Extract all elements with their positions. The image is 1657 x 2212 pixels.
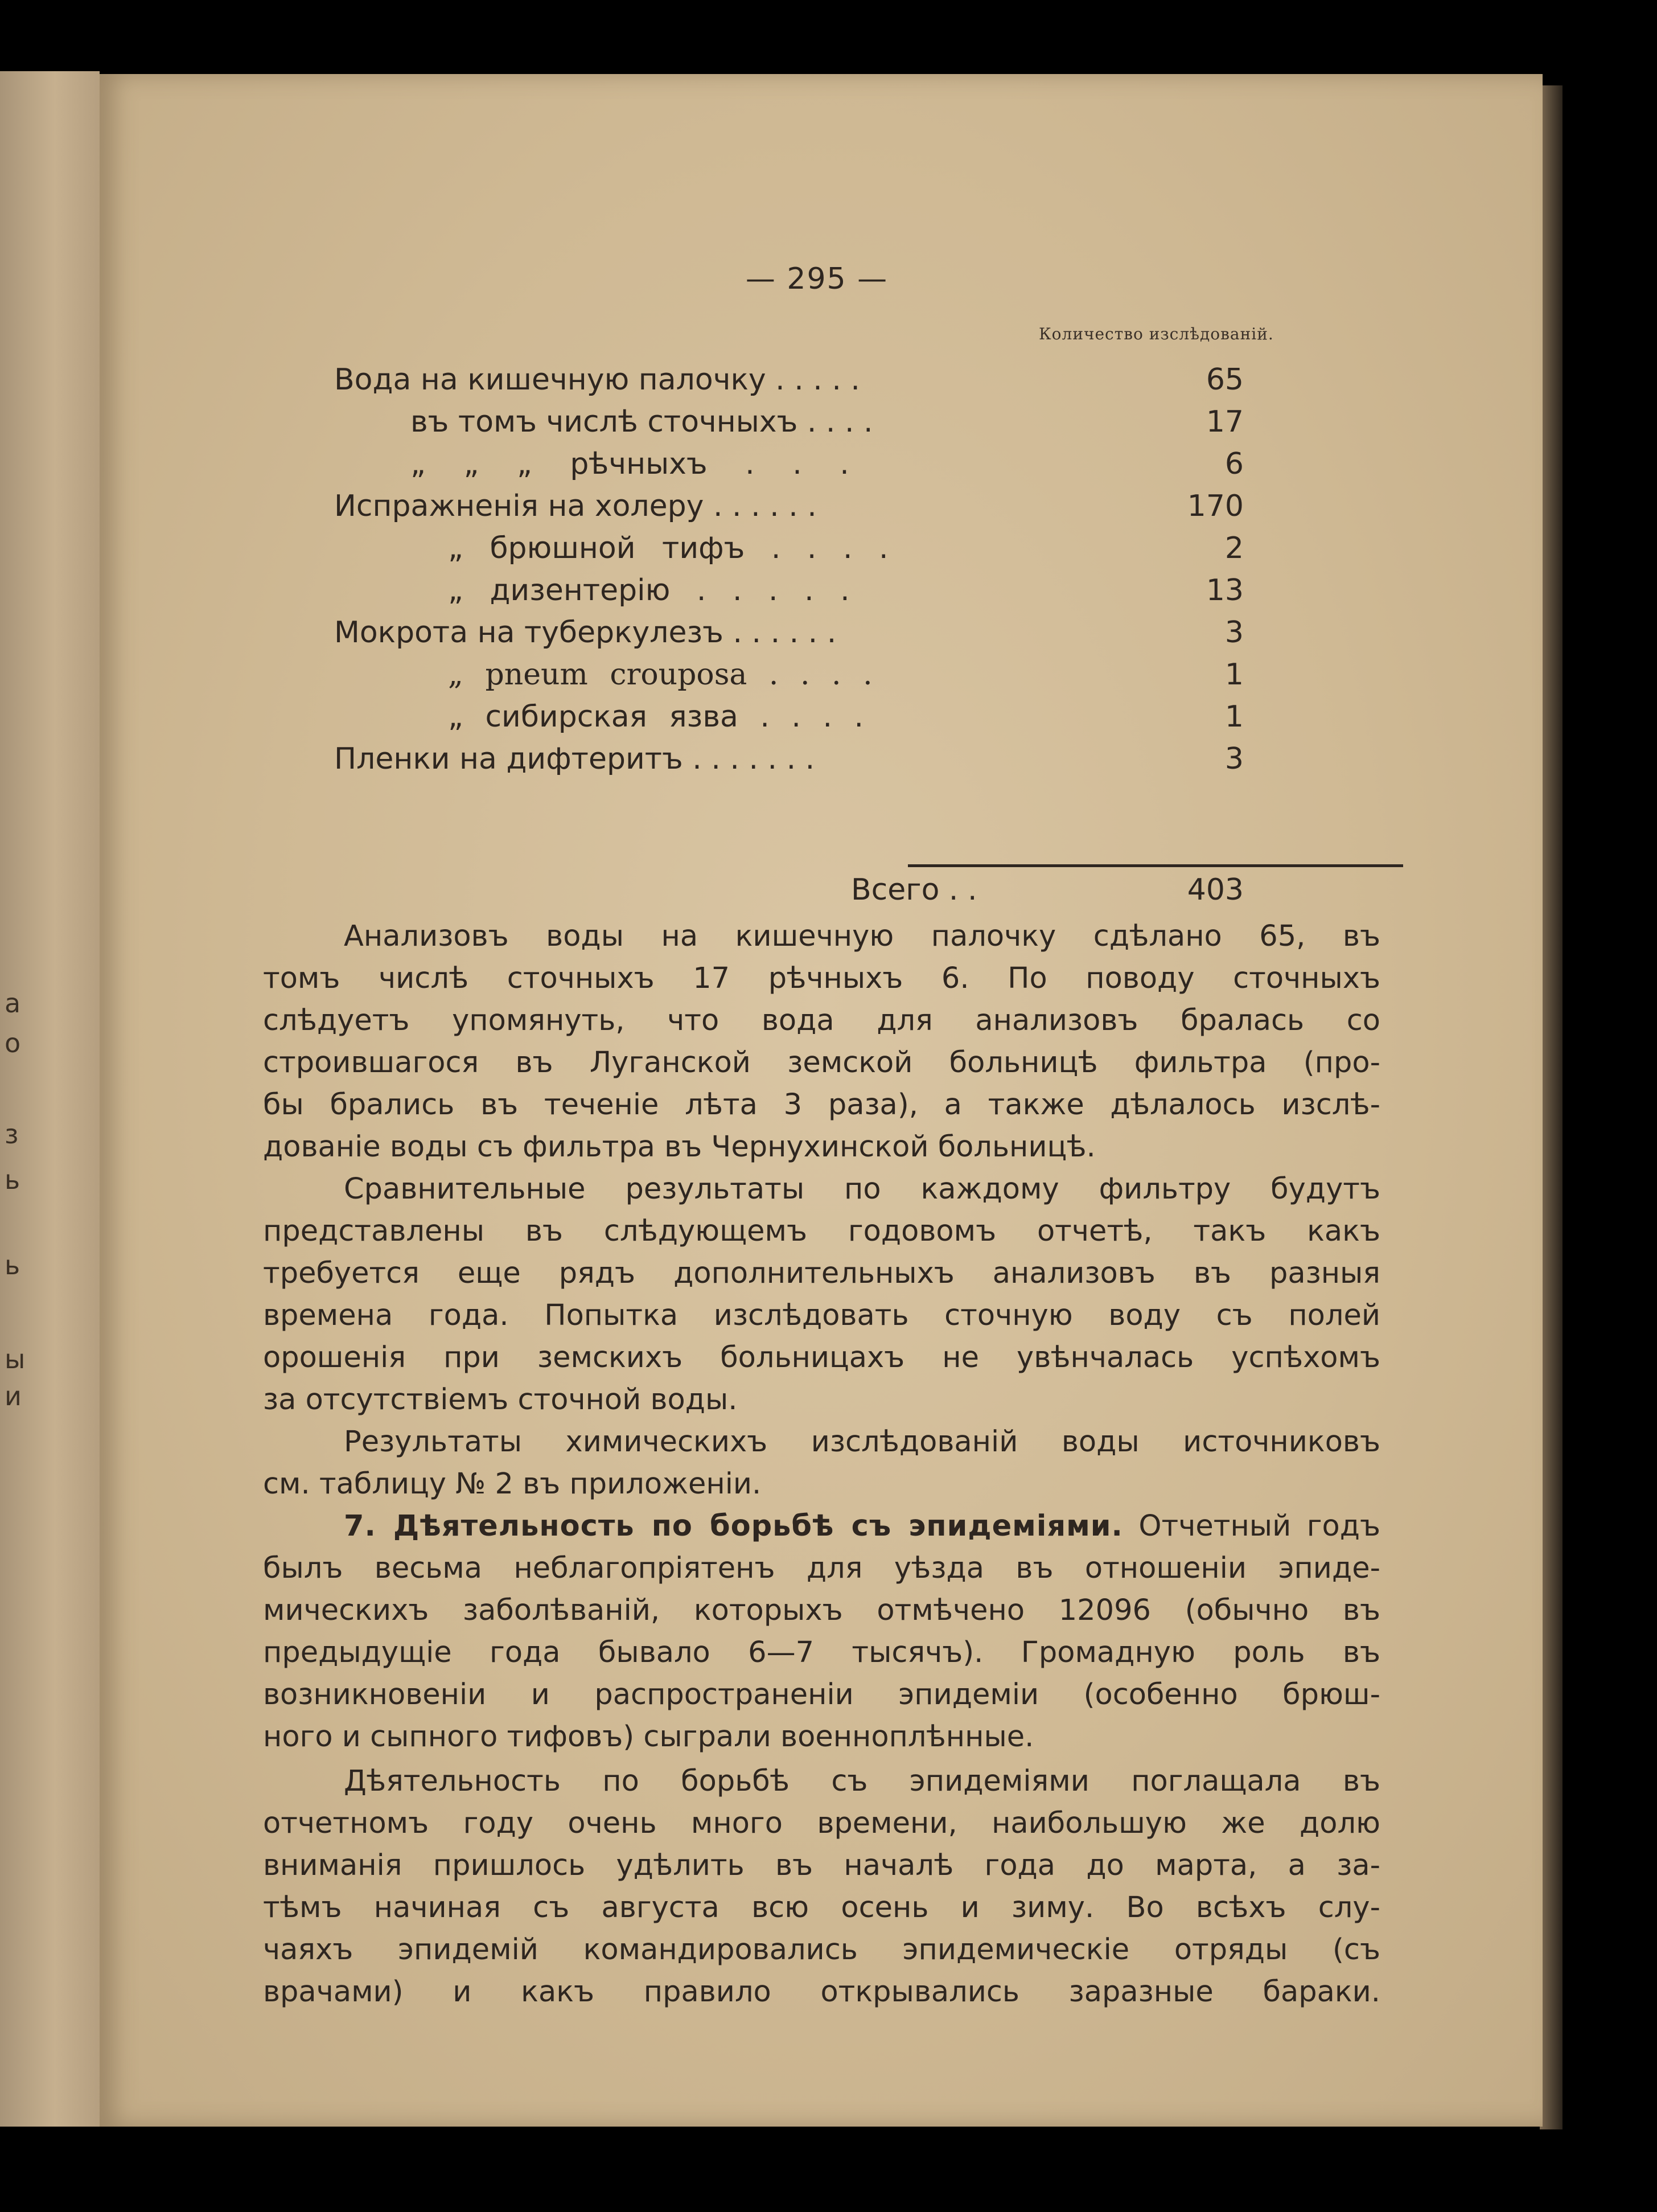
left-page-fragment: ы: [5, 1344, 26, 1374]
table-row-label: Мокрота на туберкулезъ . . . . . .: [334, 615, 837, 650]
table-row-value: 2: [1224, 531, 1244, 565]
table-total-row: [100, 869, 1543, 911]
paragraph: [263, 1505, 1380, 1758]
text-line: слѣдуетъ упомянуть, что вода для анализовъ бралась со: [263, 1004, 1380, 1037]
table-row: [100, 401, 1543, 443]
text-line: Результаты химическихъ изслѣдованій воды источниковъ: [344, 1425, 1380, 1459]
table-row-value: 6: [1224, 447, 1244, 481]
table-row-value: 170: [1187, 489, 1244, 523]
table-row-label: „ дизентерію . . . . .: [448, 573, 850, 608]
table-row: [100, 485, 1543, 527]
table-row-value: 1: [1224, 700, 1244, 734]
text-line: представлены въ слѣдующемъ годовомъ отчетѣ, такъ какъ: [263, 1214, 1380, 1248]
book-page: [100, 74, 1543, 2127]
table-row-label: Вода на кишечную палочку . . . . .: [334, 363, 860, 397]
book-spine-edge: [1540, 85, 1563, 2129]
text-line: вниманія пришлось удѣлить въ началѣ года до марта, а за-: [263, 1849, 1380, 1882]
table-row: [100, 696, 1543, 738]
text-line: Сравнительные результаты по каждому фильтру будутъ: [344, 1172, 1380, 1206]
left-page-edge: [0, 71, 100, 2127]
text-line: тѣмъ начиная съ августа всю осень и зиму. Во всѣхъ слу-: [263, 1891, 1380, 1924]
table-row-value: 3: [1224, 742, 1244, 776]
left-page-fragment: и: [5, 1381, 22, 1411]
text-line: времена года. Попытка изслѣдовать сточную воду съ полей: [263, 1299, 1380, 1332]
table-row-label: „ брюшной тифъ . . . .: [448, 531, 889, 565]
table-row: [100, 527, 1543, 569]
table-row-label: „ pneum croupоsa . . . .: [448, 658, 873, 692]
table-row-label: „ сибирская язва . . . .: [448, 700, 864, 734]
text-line: бы брались въ теченіе лѣта 3 раза), а также дѣлалось изслѣ-: [263, 1088, 1380, 1122]
page-number: — 295 —: [745, 262, 889, 296]
section-heading: 7. Дѣятельность по борьбѣ съ эпидеміями.: [344, 1509, 1123, 1543]
text-line: Дѣятельность по борьбѣ съ эпидеміями поглащала въ: [344, 1764, 1380, 1798]
table-row-value: 13: [1206, 573, 1244, 608]
table-row: [100, 738, 1543, 780]
table-row: [100, 569, 1543, 612]
text-line: мическихъ заболѣваній, которыхъ отмѣчено 12096 (обычно въ: [263, 1594, 1380, 1627]
table-row-label: Пленки на дифтеритъ . . . . . . .: [334, 742, 815, 776]
table-row-label: Испражненія на холеру . . . . . .: [334, 489, 817, 523]
text-line: см. таблицу № 2 въ приложеніи.: [263, 1467, 762, 1501]
table-row: [100, 612, 1543, 654]
text-line: предыдущіе года бывало 6—7 тысячъ). Громадную роль въ: [263, 1636, 1380, 1669]
text-line: томъ числѣ сточныхъ 17 рѣчныхъ 6. По поводу сточныхъ: [263, 962, 1380, 995]
table-total-value: 403: [1187, 873, 1244, 907]
paragraph: [263, 1421, 1380, 1505]
table-row: [100, 359, 1543, 401]
table-row: [100, 654, 1543, 696]
table-row: [100, 443, 1543, 485]
paragraph: [263, 916, 1380, 1168]
table-row-value: 3: [1224, 615, 1244, 650]
text-line: врачами) и какъ правило открывались заразные бараки.: [263, 1975, 1380, 2009]
table-row-label: „ „ „ рѣчныхъ . . .: [410, 447, 849, 481]
table-column-header: Количество изслѣдованій.: [1039, 325, 1274, 343]
text-line: Анализовъ воды на кишечную палочку сдѣлано 65, въ: [344, 920, 1380, 953]
text-line: дованіе воды съ фильтра въ Чернухинской больницѣ.: [263, 1130, 1096, 1164]
table-total-label: Всего . .: [851, 873, 977, 907]
total-divider: [908, 864, 1403, 867]
text-line: строившагося въ Луганской земской больницѣ фильтра (про-: [263, 1046, 1380, 1080]
left-page-fragment: а: [5, 988, 21, 1019]
table-row-value: 1: [1224, 658, 1244, 692]
text-line: возникновеніи и распространеніи эпидеміи (особенно брюш-: [263, 1678, 1380, 1712]
text-line: отчетномъ году очень много времени, наибольшую же долю: [263, 1807, 1380, 1840]
text-line: [263, 1505, 1380, 1548]
text-span: Отчетный годъ: [1123, 1509, 1380, 1543]
left-page-fragment: ь: [5, 1250, 20, 1281]
paragraph: [263, 1760, 1380, 2013]
paragraph: [263, 1168, 1380, 1421]
left-page-fragment: ь: [5, 1164, 20, 1195]
text-line: чаяхъ эпидемій командировались эпидемическіе отряды (съ: [263, 1933, 1380, 1967]
text-line: требуется еще рядъ дополнительныхъ анализовъ въ разныя: [263, 1257, 1380, 1290]
text-line: за отсутствіемъ сточной воды.: [263, 1383, 738, 1417]
left-page-fragment: о: [5, 1028, 21, 1058]
text-line: ного и сыпного тифовъ) сыграли военноплѣнные.: [263, 1720, 1034, 1754]
left-page-fragment: з: [5, 1119, 19, 1150]
table-row-label: въ томъ числѣ сточныхъ . . . .: [410, 405, 873, 439]
table-row-value: 65: [1206, 363, 1244, 397]
text-line: орошенія при земскихъ больницахъ не увѣнчалась успѣхомъ: [263, 1341, 1380, 1374]
text-line: былъ весьма неблагопріятенъ для уѣзда въ отношеніи эпиде-: [263, 1552, 1380, 1585]
table-row-value: 17: [1206, 405, 1244, 439]
